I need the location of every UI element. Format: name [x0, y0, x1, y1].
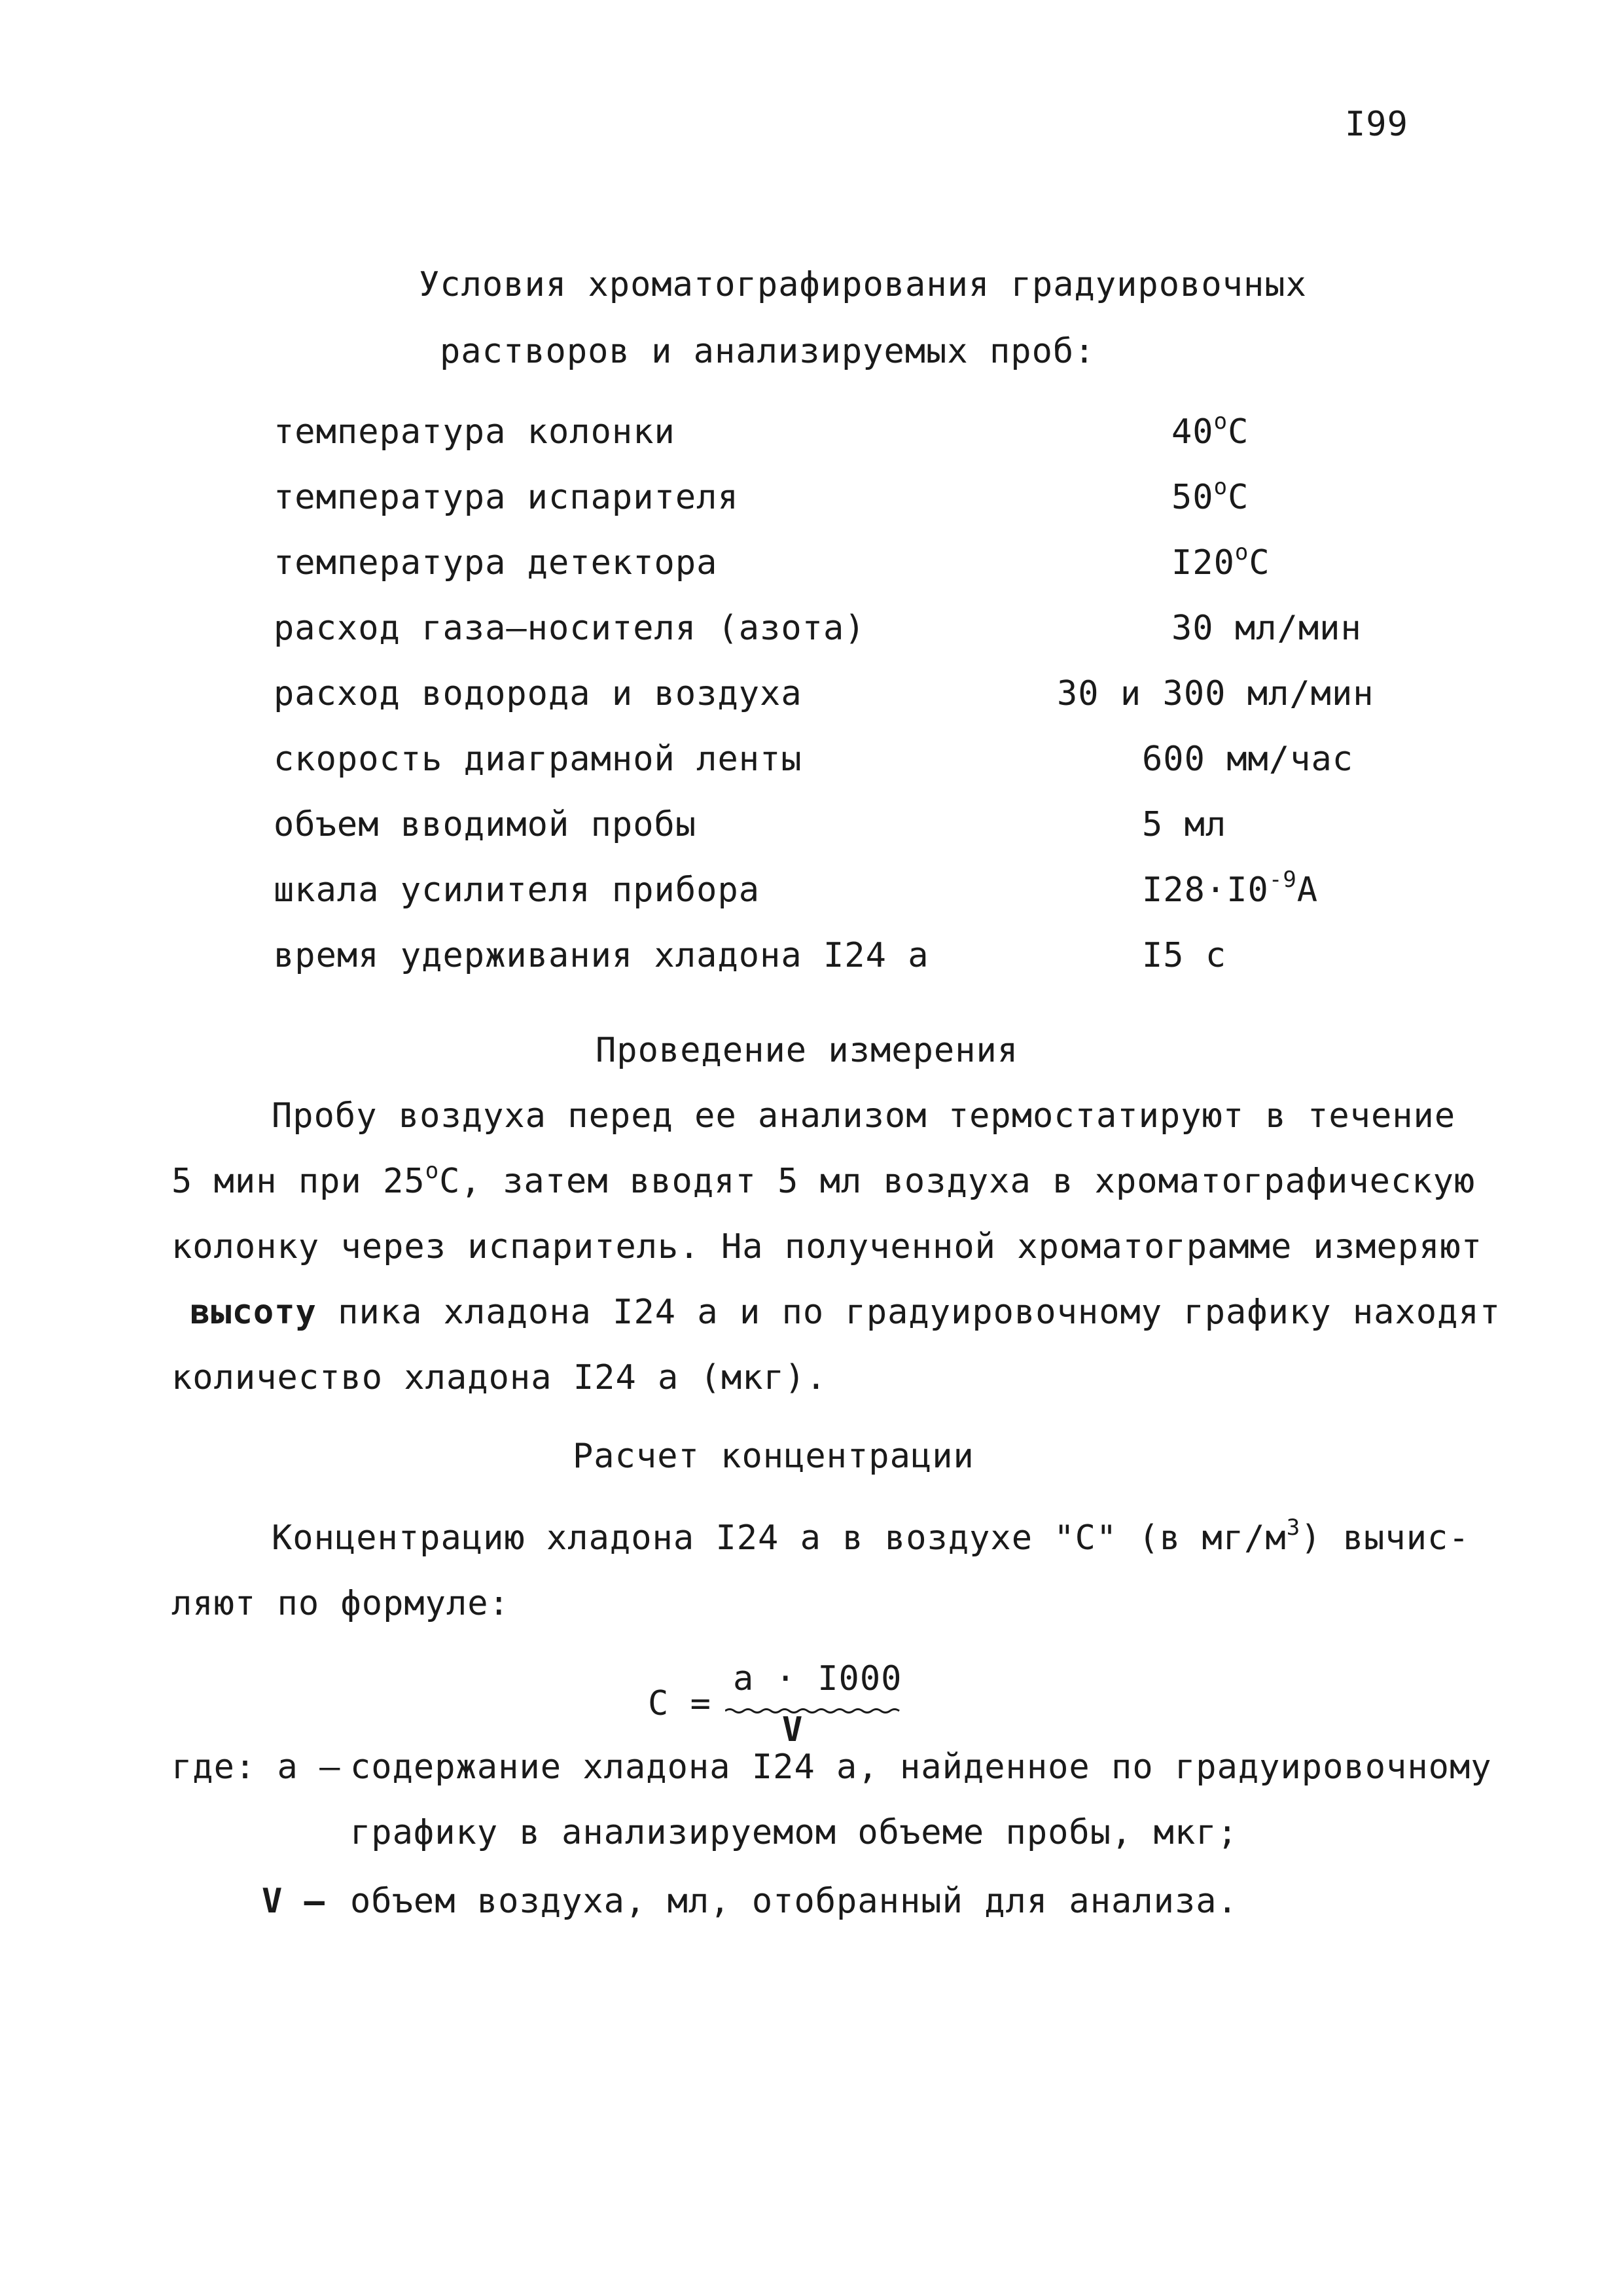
condition-param: расход водорода и воздуха: [274, 674, 802, 713]
calculation-heading: Расчет концентрации: [573, 1437, 974, 1476]
where-label: где: а –: [171, 1748, 341, 1787]
condition-param: расход газа–носителя (азота): [274, 609, 866, 648]
condition-value: 600 мм/час: [1142, 740, 1354, 779]
condition-value: 30 мл/мин: [1171, 609, 1362, 648]
condition-row: [0, 805, 1623, 851]
emphasis-word: высоту: [190, 1293, 317, 1332]
condition-row: [0, 936, 1623, 982]
condition-row: [0, 408, 1623, 458]
condition-value: I5 с: [1142, 936, 1227, 975]
concentration-formula: [648, 1659, 923, 1757]
formula-lhs: С =: [648, 1684, 711, 1723]
condition-value: I20$^o$C: [1171, 539, 1270, 583]
condition-row: [0, 674, 1623, 720]
paragraph-line: количество хладона I24 а (мкг).: [171, 1358, 827, 1397]
condition-value: $I28\cdot I0^{-9}A$: [1142, 867, 1319, 910]
condition-param: время удерживания хладона I24 а: [274, 936, 929, 975]
condition-row: [0, 740, 1623, 785]
formula-denominator: V: [782, 1710, 804, 1749]
measurement-heading: Проведение измерения: [596, 1031, 1019, 1070]
paragraph-line: ляют по формуле:: [171, 1584, 510, 1623]
title-line-1: Условия хроматографирования градуировочных: [419, 265, 1307, 304]
fraction-bar: [725, 1708, 902, 1714]
variable-v-text: объем воздуха, мл, отобранный для анализа.: [350, 1882, 1238, 1921]
paragraph-line: высоту пика хладона I24 а и по градуировочному графику находят: [190, 1293, 1501, 1332]
condition-row: [0, 539, 1623, 589]
condition-value: 5 мл: [1142, 805, 1227, 844]
formula-numerator: а · I000: [733, 1659, 902, 1698]
paragraph-line: колонку через испаритель. На полученной хроматограмме измеряют: [171, 1227, 1483, 1266]
condition-row: [0, 609, 1623, 655]
paragraph-line: 5 мин при 25$^o$C, затем вводят 5 мл воздуха в хроматографическую: [171, 1158, 1476, 1201]
condition-value: 40$^o$C: [1171, 408, 1249, 452]
variable-a-line-1: содержание хладона I24 а, найденное по градуировочному: [350, 1748, 1492, 1787]
condition-param: шкала усилителя прибора: [274, 870, 760, 910]
condition-value: 30 и 300 мл/мин: [1057, 674, 1374, 713]
condition-param: температура детектора: [274, 543, 718, 583]
variable-a-line-2: графику в анализируемом объеме пробы, мкг;: [350, 1813, 1238, 1852]
paragraph-line: Концентрацию хладона I24 а в воздухе "С" (в $мг/м^3$) вычис-: [272, 1515, 1470, 1558]
condition-row: [0, 474, 1623, 524]
condition-value: 50$^o$C: [1171, 474, 1249, 517]
condition-param: скорость диаграмной ленты: [274, 740, 802, 779]
page-number: I99: [1345, 105, 1408, 144]
variable-v-label: V –: [262, 1882, 325, 1921]
condition-param: объем вводимой пробы: [274, 805, 697, 844]
title-line-2: растворов и анализируемых проб:: [440, 332, 1096, 371]
condition-param: температура испарителя: [274, 478, 739, 517]
paragraph-line: Пробу воздуха перед ее анализом термостатируют в течение: [272, 1096, 1456, 1136]
condition-param: температура колонки: [274, 412, 675, 452]
condition-row: [0, 867, 1623, 916]
